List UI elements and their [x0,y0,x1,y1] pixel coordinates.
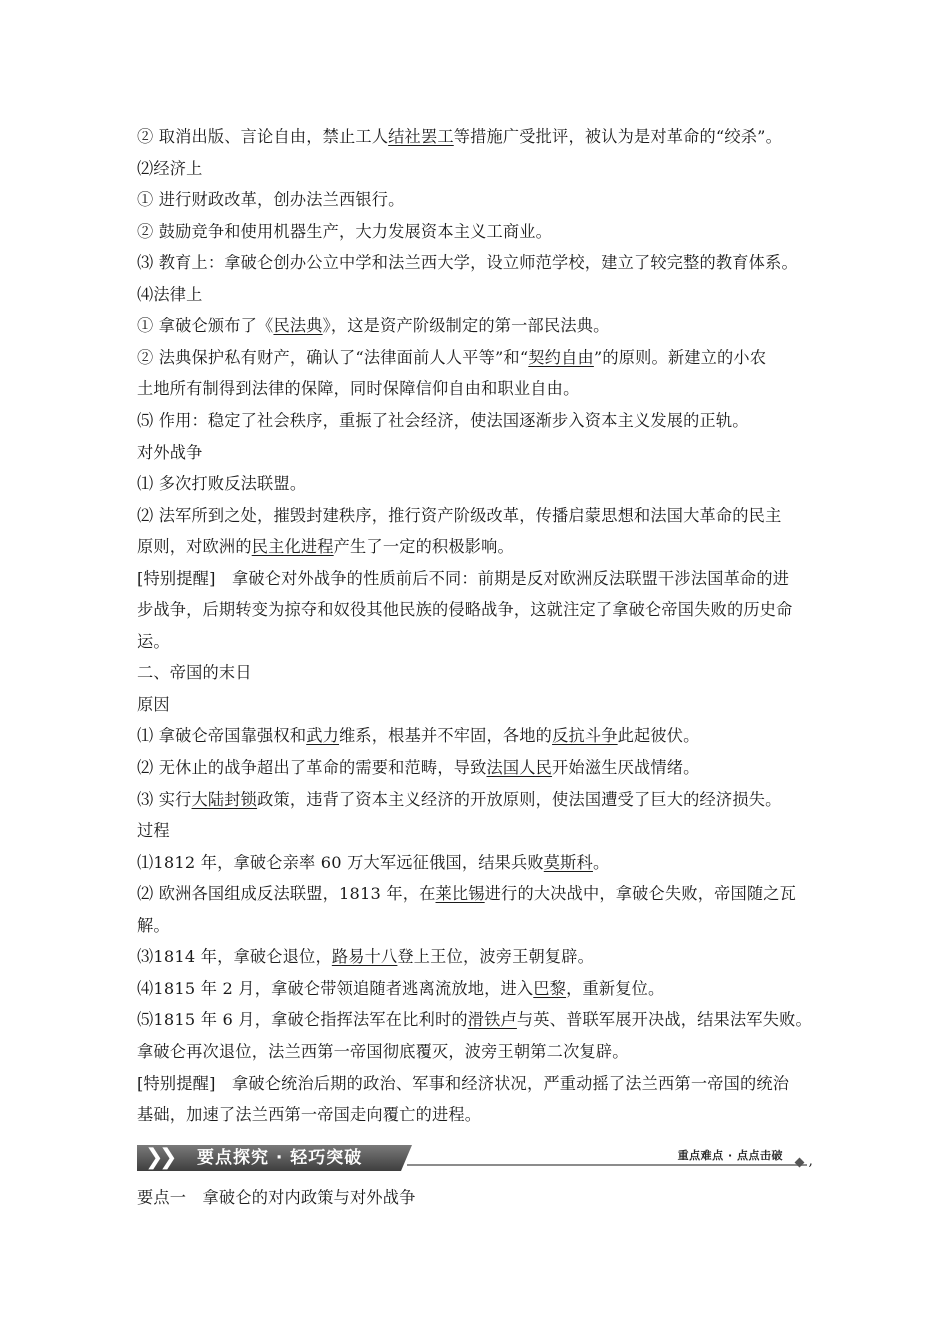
text-run: ⑶ 实行 [137,790,192,809]
text-run: 原因 [137,695,170,714]
text-line [137,504,827,528]
text-run: 》，这是资产阶级制定的第一部民法典。 [322,316,610,335]
text-line [137,188,827,212]
underlined-term: 武力 [306,726,340,745]
underlined-term: 民法典 [273,316,323,335]
text-run: 基础，加速了法兰西第一帝国走向覆亡的进程。 [137,1105,482,1124]
text-line [137,851,827,875]
underlined-term: 莫斯科 [543,853,593,872]
section-heading: 要点一 拿破仑的对内政策与对外战争 [137,1188,416,1207]
text-line [137,1008,827,1032]
text-run: 产生了一定的积极影响。 [333,537,514,556]
text-run: 解。 [137,916,170,935]
text-run: [特别提醒] 拿破仑对外战争的性质前后不同：前期是反对欧洲反法联盟干涉法国革命的进 [137,569,790,588]
text-line [137,251,827,275]
text-run: 政策，违背了资本主义经济的开放原则，使法国遭受了巨大的经济损失。 [257,790,782,809]
text-run: 二、帝国的末日 [137,663,252,682]
text-run: 登上王位，波旁王朝复辟。 [397,947,595,966]
section-banner [137,1143,813,1173]
text-line [137,724,827,748]
chevron-right-icon: ❯ [159,1145,178,1170]
text-line [137,598,827,622]
text-run: 。 [592,853,610,872]
chevron-right-icon: ❯ [145,1145,164,1170]
text-run: ⑸1815 年 6 月，拿破仑指挥法军在比利时的 [137,1010,468,1029]
text-line [137,377,827,401]
text-run: 原则，对欧洲的 [137,537,252,556]
banner-comma: , [808,1153,813,1169]
text-line [137,535,827,559]
underlined-term: 契约自由 [528,348,594,367]
text-line [137,661,827,685]
banner-rule [407,1164,807,1166]
text-line [137,441,827,465]
text-run: ⑵ 无休止的战争超出了革命的需要和范畴，导致 [137,758,487,777]
text-line [137,756,827,780]
underlined-term: 莱比锡 [435,884,485,903]
text-run: ② 法典保护私有财产，确认了“法律面前人人平等”和“ [137,348,529,367]
text-run: ⑴1812 年，拿破仑亲率 60 万大军远征俄国，结果兵败 [137,853,544,872]
text-run: [特别提醒] 拿破仑统治后期的政治、军事和经济状况，严重动摇了法兰西第一帝国的统治 [137,1074,790,1093]
text-run: ① 拿破仑颁布了《 [137,316,274,335]
text-run: 土地所有制得到法律的保障，同时保障信仰自由和职业自由。 [137,379,580,398]
text-run: 拿破仑再次退位，法兰西第一帝国彻底覆灭，波旁王朝第二次复辟。 [137,1042,629,1061]
text-run: 此起彼伏。 [617,726,700,745]
text-run: ⑷法律上 [137,285,203,304]
text-run: ⑵ 法军所到之处，摧毁封建秩序，推行资产阶级改革，传播启蒙思想和法国大革命的民主 [137,506,782,525]
underlined-term: 路易十八 [331,947,398,966]
underlined-term: 大陆封锁 [191,790,258,809]
text-line [137,157,827,181]
text-line [137,914,827,938]
text-run: 进行的大决战中，拿破仑失败，帝国随之瓦 [484,884,797,903]
text-line [137,125,827,149]
banner-right-label: 重点难点 · 点点击破 [677,1149,783,1162]
text-line [137,567,827,591]
text-run: ⑴ 拿破仑帝国靠强权和 [137,726,307,745]
underlined-term: 巴黎 [533,979,567,998]
text-run: ⑶ 教育上：拿破仑创办公立中学和法兰西大学，设立师范学校，建立了较完整的教育体系。 [137,253,798,272]
text-run: ⑵ 欧洲各国组成反法联盟，1813 年，在 [137,884,436,903]
text-run: ⑵经济上 [137,159,203,178]
underlined-term: 滑铁卢 [467,1010,517,1029]
text-line [137,283,827,307]
text-line [137,1072,827,1096]
underlined-term: 反抗斗争 [552,726,618,745]
underlined-term: 民主化进程 [251,537,334,556]
text-run: ⑸ 作用：稳定了社会秩序，重振了社会经济，使法国逐渐步入资本主义发展的正轨。 [137,411,749,430]
text-run: 维系，根基并不牢固，各地的 [339,726,553,745]
text-run: ”的原则。新建立的小农 [593,348,767,367]
text-line [137,409,827,433]
text-line [137,220,827,244]
text-run: ② 取消出版、言论自由，禁止工人 [137,127,389,146]
text-line [137,346,827,370]
text-line [137,630,827,654]
text-line [137,693,827,717]
text-run: ② 鼓励竞争和使用机器生产，大力发展资本主义工商业。 [137,222,553,241]
text-run: 开始滋生厌战情绪。 [552,758,700,777]
text-run: 等措施广受批评，被认为是对革命的“绞杀”。 [453,127,783,146]
text-line [137,977,827,1001]
banner-title: 要点探究 · 轻巧突破 [197,1148,363,1168]
underlined-term: 结社罢工 [388,127,454,146]
text-run: ⑶1814 年，拿破仑退位， [137,947,332,966]
text-run: 对外战争 [137,443,203,462]
text-line [137,882,827,906]
text-run: ① 进行财政改革，创办法兰西银行。 [137,190,405,209]
text-line [137,472,827,496]
text-run: 过程 [137,821,170,840]
text-line [137,945,827,969]
text-run: 运。 [137,632,170,651]
text-run: ⑷1815 年 2 月，拿破仑带领追随者逃离流放地，进入 [137,979,534,998]
text-run: 步战争，后期转变为掠夺和奴役其他民族的侵略战争，这就注定了拿破仑帝国失败的历史命 [137,600,793,619]
text-run: ⑴ 多次打败反法联盟。 [137,474,307,493]
text-line [137,819,827,843]
text-line [137,314,827,338]
underlined-term: 法国人民 [486,758,553,777]
text-run: 与英、普联军展开决战，结果法军失败。 [516,1010,812,1029]
text-run: ，重新复位。 [566,979,665,998]
text-line [137,1040,827,1064]
text-line [137,1103,827,1127]
text-line [137,788,827,812]
